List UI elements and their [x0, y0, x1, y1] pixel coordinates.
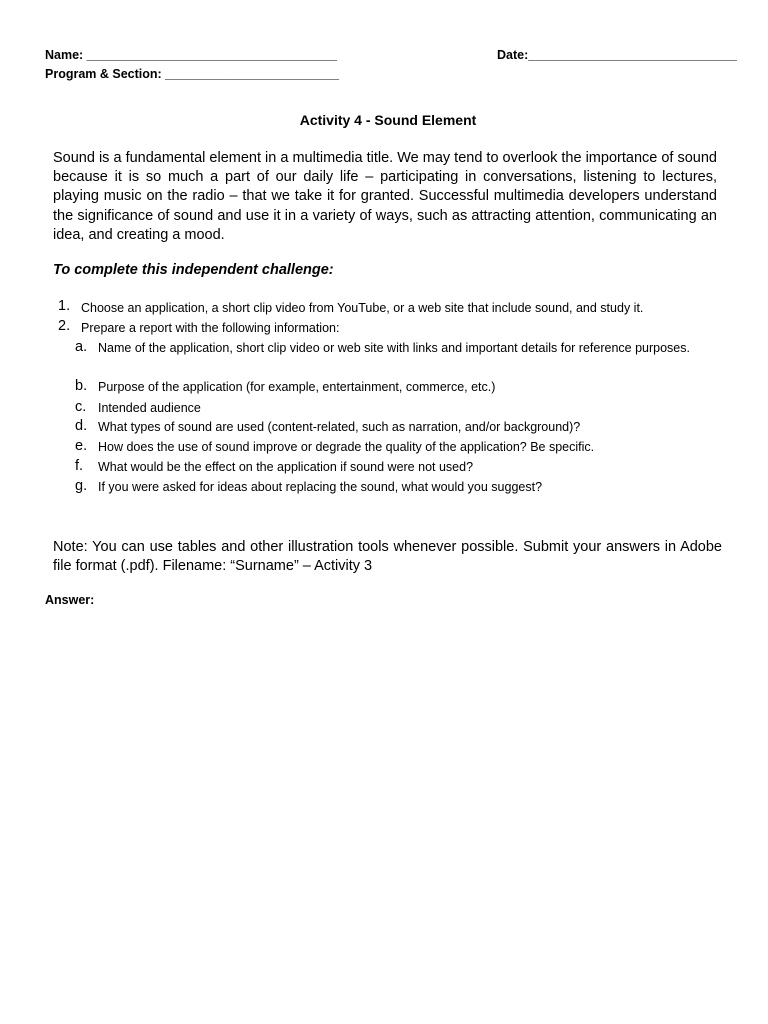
answer-label: Answer:	[45, 593, 95, 607]
sub-item-marker: e.	[75, 438, 88, 454]
sub-item-text: Purpose of the application (for example, entertainment, commerce, etc.)	[98, 380, 496, 394]
activity-title: Activity 4 - Sound Element	[299, 112, 477, 128]
sub-item-marker: d.	[75, 418, 88, 434]
step-marker: 1.	[58, 298, 71, 314]
intro-paragraph: Sound is a fundamental element in a multimedia title. We may tend to overlook the importance of sound because it is so much a part of our daily life – participating in conversations, listening to lectures, playing music on the radio – that we take it for granted. Successful multimedia developers understand the significance of sound and use it in a variety of ways, such as attracting attention, communicating an idea, and creating a mood.	[53, 150, 717, 243]
sub-item-text: If you were asked for ideas about replacing the sound, what would you suggest?	[98, 480, 543, 494]
name-field-label: Name: ____________________________________	[45, 48, 337, 62]
sub-item-marker: a.	[75, 339, 88, 355]
sub-item-marker: c.	[75, 399, 87, 415]
step-text: Choose an application, a short clip video from YouTube, or a web site that include sound, and study it.	[81, 301, 644, 315]
program-section-field-label: Program & Section: _________________________	[45, 67, 339, 81]
sub-item-marker: g.	[75, 478, 88, 494]
sub-item-marker: b.	[75, 378, 88, 394]
note-paragraph: Note: You can use tables and other illustration tools whenever possible. Submit your answers in Adobe file format (.pdf). Filename: “Surname” – Activity 3	[53, 539, 722, 574]
step-text: Prepare a report with the following information:	[81, 321, 340, 335]
sub-item-text: How does the use of sound improve or degrade the quality of the application? Be specific.	[98, 440, 595, 454]
challenge-heading: To complete this independent challenge:	[53, 262, 334, 278]
sub-item-marker: f.	[75, 458, 84, 474]
sub-item-text: Intended audience	[98, 401, 201, 415]
date-field-label: Date:______________________________	[497, 48, 737, 62]
sub-item-text: What would be the effect on the application if sound were not used?	[98, 460, 474, 474]
sub-item-text: What types of sound are used (content-related, such as narration, and/or background)?	[98, 420, 581, 434]
sub-item-text: Name of the application, short clip video or web site with links and important details for reference purposes.	[98, 341, 690, 355]
step-marker: 2.	[58, 318, 71, 334]
